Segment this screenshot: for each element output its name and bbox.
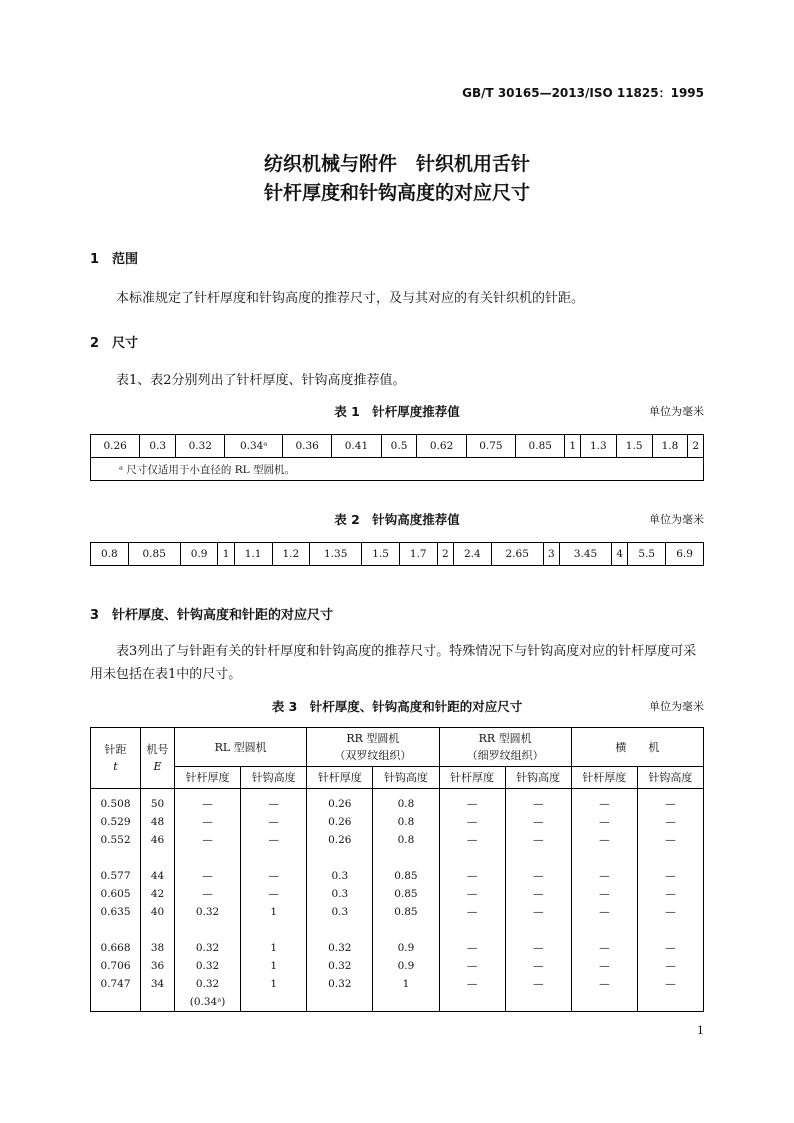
table3-cell: — (505, 957, 571, 975)
table3-cell: — (241, 789, 307, 814)
table3-col-rr-fine: RR 型圆机 （细罗纹组织） (439, 728, 571, 767)
table3-cell: 1 (373, 975, 439, 993)
table2-cell: 1.2 (272, 543, 310, 566)
table3-col-rr-double: RR 型圆机 （双罗纹组织） (307, 728, 439, 767)
table3-gap-cell (175, 849, 241, 867)
table2-cell: 3.45 (560, 543, 612, 566)
table3-cell: — (571, 789, 637, 814)
table1-cell: 0.3 (140, 435, 176, 458)
table1 (90, 434, 704, 481)
table2-cell: 1.5 (362, 543, 400, 566)
table3-cell: — (439, 903, 505, 921)
table3-cell: — (175, 867, 241, 885)
section-1-text: 本标准规定了针杆厚度和针钩高度的推荐尺寸，及与其对应的有关针织机的针距。 (116, 291, 585, 306)
table3-cell: — (175, 789, 241, 814)
table1-cell: 0.85 (516, 435, 565, 458)
table3-sub-hook: 针钩高度 (241, 767, 307, 789)
table2-cell: 0.8 (91, 543, 129, 566)
table3-cell: — (175, 813, 241, 831)
table3-gap-cell (571, 849, 637, 867)
table3-gap-cell (307, 849, 373, 867)
table1-cell: 0.26 (91, 435, 140, 458)
table3-sub-hook: 针钩高度 (373, 767, 439, 789)
table1-cell: 0.75 (466, 435, 515, 458)
table3-cell: 36 (141, 957, 175, 975)
table3-cell: — (571, 939, 637, 957)
table3-cell: — (241, 831, 307, 849)
table3-cell: 0.32 (175, 939, 241, 957)
table3-cell: 0.3 (307, 903, 373, 921)
table3-cell (571, 993, 637, 1012)
table3-cell: 0.508 (91, 789, 141, 814)
table3-cell: — (571, 975, 637, 993)
table3-cell: — (175, 885, 241, 903)
table3-gap-cell (91, 921, 141, 939)
table3-cell: — (505, 975, 571, 993)
table3-cell: 0.8 (373, 813, 439, 831)
table3-cell: 40 (141, 903, 175, 921)
table3-cell: — (637, 831, 703, 849)
table2-caption: 表 2 针钩高度推荐值 (334, 512, 460, 527)
table1-cell: 1.5 (616, 435, 652, 458)
table3-gap-row (91, 921, 704, 939)
table3-cell: — (505, 867, 571, 885)
table1-cell: 1.3 (580, 435, 616, 458)
table3-sub-hook: 针钩高度 (505, 767, 571, 789)
section-1-heading: 1 范围 (90, 252, 139, 267)
table3-row (91, 885, 704, 903)
section-3-heading: 3 针杆厚度、针钩高度和针距的对应尺寸 (90, 608, 334, 623)
table2-cell: 2.4 (454, 543, 492, 566)
table3-gap-cell (571, 921, 637, 939)
table3-cell: — (439, 885, 505, 903)
table3-cell: — (571, 831, 637, 849)
table3-row (91, 867, 704, 885)
table1-note: ᵃ 尺寸仅适用于小直径的 RL 型圆机。 (91, 458, 704, 481)
table3-cell: 1 (241, 957, 307, 975)
table1-cell: 0.5 (381, 435, 417, 458)
table3-cell (439, 993, 505, 1012)
table3-gap-cell (307, 921, 373, 939)
table3-cell: 0.26 (307, 789, 373, 814)
section-3-text: 表3列出了与针距有关的针杆厚度和针钩高度的推荐尺寸。特殊情况下与针钩高度对应的针杆厚度可采用未包括在表1中的尺寸。 (90, 644, 697, 682)
table3-cell: (0.34ᵃ) (175, 993, 241, 1012)
table3 (90, 727, 704, 1012)
table3-cell (637, 993, 703, 1012)
table2-cell: 1.7 (399, 543, 437, 566)
table3-cell: 44 (141, 867, 175, 885)
table3-cell: — (175, 831, 241, 849)
table3-gap-cell (439, 921, 505, 939)
table3-cell: — (505, 903, 571, 921)
table3-cell: — (637, 867, 703, 885)
table3-gap-cell (141, 921, 175, 939)
table3-gap-cell (141, 849, 175, 867)
table3-gap-cell (241, 849, 307, 867)
table3-cell: — (571, 903, 637, 921)
table2-cell: 2 (437, 543, 453, 566)
table2-unit: 单位为毫米 (649, 513, 704, 526)
document-title (0, 150, 794, 208)
table3-cell: — (571, 867, 637, 885)
table3-cell: 0.26 (307, 831, 373, 849)
table3-cell (141, 993, 175, 1012)
table3-cell: 50 (141, 789, 175, 814)
table1-cell: 1 (565, 435, 581, 458)
table3-row (91, 993, 704, 1012)
table3-cell: 0.85 (373, 903, 439, 921)
table3-cell: 0.32 (175, 903, 241, 921)
table3-cell: 0.32 (307, 957, 373, 975)
table3-cell: — (637, 903, 703, 921)
table3-cell: 34 (141, 975, 175, 993)
table2-cell: 2.65 (491, 543, 543, 566)
table1-cell: 0.32 (176, 435, 225, 458)
table3-row (91, 903, 704, 921)
section-2-text: 表1、表2分别列出了针杆厚度、针钩高度推荐值。 (116, 373, 406, 388)
table3-cell (307, 993, 373, 1012)
table3-cell: 0.3 (307, 867, 373, 885)
table3-cell: 38 (141, 939, 175, 957)
table3-gap-cell (241, 921, 307, 939)
table3-cell: — (439, 831, 505, 849)
table3-col-gauge: 机号 E (141, 728, 175, 789)
table1-cell: 0.34ᵃ (225, 435, 283, 458)
table1-cell: 0.62 (417, 435, 466, 458)
table3-cell: 0.552 (91, 831, 141, 849)
table3-cell: — (505, 885, 571, 903)
table3-cell: — (571, 885, 637, 903)
table3-cell: — (439, 975, 505, 993)
table3-cell: — (571, 813, 637, 831)
table2-caption-row (90, 510, 704, 528)
table3-cell: 0.529 (91, 813, 141, 831)
title-line-1: 纺织机械与附件 针织机用舌针 (263, 153, 530, 175)
table3-cell: 0.32 (175, 975, 241, 993)
table3-cell: 0.668 (91, 939, 141, 957)
table3-gap-row (91, 849, 704, 867)
table3-cell: 48 (141, 813, 175, 831)
table2-cell: 0.9 (180, 543, 218, 566)
table3-col-rl: RL 型圆机 (175, 728, 307, 767)
table3-cell (91, 993, 141, 1012)
table3-cell: — (505, 813, 571, 831)
table3-cell: — (241, 813, 307, 831)
table3-cell: — (637, 975, 703, 993)
table3-cell: 1 (241, 903, 307, 921)
table2-cell: 3 (543, 543, 559, 566)
table2-cell: 1.1 (234, 543, 272, 566)
table3-row (91, 939, 704, 957)
table1-note-row (91, 458, 704, 481)
table3-cell: — (571, 957, 637, 975)
table3-caption-row (90, 697, 704, 715)
table2-cell: 0.85 (128, 543, 180, 566)
standard-code: GB/T 30165—2013/ISO 11825：1995 (462, 86, 704, 100)
table3-gap-cell (637, 849, 703, 867)
table3-row (91, 831, 704, 849)
table3-sub-shank: 针杆厚度 (175, 767, 241, 789)
table3-cell: 0.8 (373, 789, 439, 814)
table1-cell: 0.36 (282, 435, 331, 458)
table3-cell: — (637, 939, 703, 957)
table3-body (91, 789, 704, 1012)
table1-cell: 2 (688, 435, 704, 458)
table3-cell: 0.577 (91, 867, 141, 885)
table3-cell: — (505, 939, 571, 957)
table1-unit: 单位为毫米 (649, 405, 704, 418)
table3-header-row-2 (91, 767, 704, 789)
table3-row (91, 813, 704, 831)
table3-cell: — (637, 813, 703, 831)
table2-cell: 4 (612, 543, 628, 566)
page-number: 1 (697, 1024, 704, 1037)
table3-cell: — (505, 789, 571, 814)
table3-cell: 46 (141, 831, 175, 849)
table1-caption: 表 1 针杆厚度推荐值 (334, 404, 460, 419)
table3-col-flat: 横 机 (571, 728, 703, 767)
table3-cell: 0.32 (307, 939, 373, 957)
table3-cell: 0.32 (175, 957, 241, 975)
table1-values-row (91, 435, 704, 458)
table2-cell: 1 (218, 543, 234, 566)
table3-cell: — (439, 789, 505, 814)
table3-gap-cell (175, 921, 241, 939)
table3-cell: — (637, 789, 703, 814)
table3-cell: 0.85 (373, 867, 439, 885)
table3-header-row-1 (91, 728, 704, 767)
table3-cell: 0.26 (307, 813, 373, 831)
table3-cell: — (439, 813, 505, 831)
table3-gap-cell (91, 849, 141, 867)
table3-row (91, 789, 704, 814)
table3-cell: 0.8 (373, 831, 439, 849)
table3-cell: — (439, 957, 505, 975)
table3-cell: 1 (241, 975, 307, 993)
table3-cell: 0.747 (91, 975, 141, 993)
table3-sub-shank: 针杆厚度 (571, 767, 637, 789)
table2-cell: 6.9 (666, 543, 704, 566)
table3-gap-cell (373, 849, 439, 867)
table2-cell: 5.5 (628, 543, 666, 566)
table3-cell: 0.3 (307, 885, 373, 903)
table3-gap-cell (505, 921, 571, 939)
table3-cell: 0.32 (307, 975, 373, 993)
table1-caption-row (90, 402, 704, 420)
table3-cell: — (637, 885, 703, 903)
table3-row (91, 975, 704, 993)
table1-cell: 1.8 (652, 435, 688, 458)
table3-cell: 0.9 (373, 957, 439, 975)
table3-col-pitch: 针距 t (91, 728, 141, 789)
table3-cell: — (439, 939, 505, 957)
table3-cell: — (505, 831, 571, 849)
table2 (90, 542, 704, 566)
title-line-2: 针杆厚度和针钩高度的对应尺寸 (263, 182, 530, 204)
table3-cell: — (637, 957, 703, 975)
section-2-heading: 2 尺寸 (90, 336, 139, 351)
table3-cell (373, 993, 439, 1012)
table3-cell (241, 993, 307, 1012)
table3-cell: 0.706 (91, 957, 141, 975)
table1-cell: 0.41 (332, 435, 381, 458)
table3-cell: 0.605 (91, 885, 141, 903)
table2-cell: 1.35 (310, 543, 362, 566)
table3-sub-hook: 针钩高度 (637, 767, 703, 789)
table3-cell: 1 (241, 939, 307, 957)
table3-cell: — (241, 885, 307, 903)
table3-unit: 单位为毫米 (649, 700, 704, 713)
table2-values-row (91, 543, 704, 566)
table3-cell: 0.85 (373, 885, 439, 903)
table3-cell: 0.635 (91, 903, 141, 921)
table3-caption: 表 3 针杆厚度、针钩高度和针距的对应尺寸 (271, 699, 523, 714)
table3-sub-shank: 针杆厚度 (439, 767, 505, 789)
table3-cell (505, 993, 571, 1012)
table3-gap-cell (373, 921, 439, 939)
table3-gap-cell (637, 921, 703, 939)
table3-cell: 42 (141, 885, 175, 903)
table3-gap-cell (439, 849, 505, 867)
table3-cell: 0.9 (373, 939, 439, 957)
table3-gap-cell (505, 849, 571, 867)
table3-cell: — (439, 867, 505, 885)
table3-sub-shank: 针杆厚度 (307, 767, 373, 789)
table3-cell: — (241, 867, 307, 885)
table3-row (91, 957, 704, 975)
